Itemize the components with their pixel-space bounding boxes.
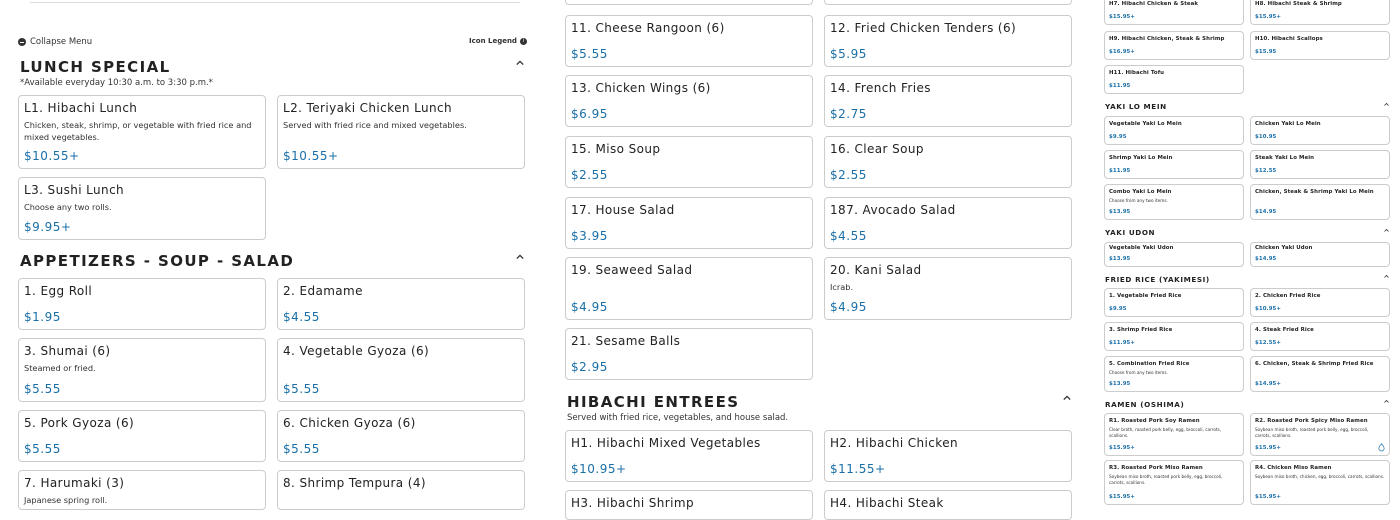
- menu-item-card[interactable]: [277, 410, 525, 462]
- right-column: [1100, 0, 1398, 500]
- menu-item-card[interactable]: [1250, 288, 1390, 317]
- item-name: 17. House Salad: [571, 203, 675, 217]
- item-name: 12. Fried Chicken Tenders (6): [830, 21, 1017, 35]
- chevron-up-icon[interactable]: [1384, 102, 1389, 107]
- item-name: 2. Chicken Fried Rice: [1255, 293, 1321, 299]
- item-name: H2. Hibachi Chicken: [830, 436, 958, 450]
- item-price: $15.95+: [1255, 494, 1282, 500]
- yaki-udon-title: YAKI UDON: [1105, 228, 1156, 237]
- item-description: Served with fried rice and mixed vegetables.: [283, 120, 467, 130]
- item-name: 3. Shrimp Fried Rice: [1109, 327, 1173, 333]
- menu-item-card[interactable]: [277, 470, 525, 510]
- ramen-title: RAMEN (OSHIMA): [1105, 400, 1185, 409]
- item-name: 20. Kani Salad: [830, 263, 922, 277]
- menu-item-card[interactable]: [565, 328, 813, 380]
- item-name: 16. Clear Soup: [830, 142, 924, 156]
- menu-item-card[interactable]: [1104, 31, 1244, 60]
- appetizers-title: APPETIZERS - SOUP - SALAD: [20, 252, 295, 270]
- item-name: H10. Hibachi Scallops: [1255, 36, 1323, 42]
- chevron-up-icon[interactable]: [1384, 274, 1389, 279]
- lunch-special-subtitle: *Available everyday 10:30 a.m. to 3:30 p.m.*: [20, 78, 213, 88]
- menu-item-card[interactable]: [1104, 65, 1244, 94]
- item-price: $2.55: [571, 168, 608, 182]
- item-price: $5.55: [571, 47, 608, 61]
- item-name: Steak Yaki Lo Mein: [1255, 155, 1315, 161]
- menu-item-card[interactable]: [1104, 150, 1244, 179]
- item-price: $13.95: [1109, 256, 1131, 262]
- item-price: $4.95: [571, 300, 608, 314]
- item-description: Chicken, steak, shrimp, or vegetable with fried rice and mixed vegetables.: [24, 120, 252, 142]
- item-price: $10.95+: [571, 462, 627, 476]
- top-strip: [30, 0, 520, 3]
- menu-item-card[interactable]: [565, 136, 813, 188]
- item-name: H8. Hibachi Steak & Shrimp: [1255, 1, 1342, 7]
- menu-item-card[interactable]: [1250, 356, 1390, 392]
- item-price: $13.95: [1109, 209, 1131, 215]
- item-description: Clear broth, roasted pork belly, egg, broccoli, carrots, scallions.: [1109, 427, 1222, 438]
- menu-item-card[interactable]: [824, 197, 1072, 249]
- item-price: $11.95: [1109, 168, 1131, 174]
- menu-item-card[interactable]: [1250, 184, 1390, 220]
- menu-item-card[interactable]: [1250, 116, 1390, 145]
- menu-item-card[interactable]: [1104, 460, 1244, 505]
- item-name: R2. Roasted Pork Spicy Miso Ramen: [1255, 418, 1368, 424]
- item-name: 1. Vegetable Fried Rice: [1109, 293, 1182, 299]
- item-name: 187. Avocado Salad: [830, 203, 956, 217]
- menu-item-card[interactable]: [565, 490, 813, 520]
- item-description: Choose from any two items.: [1109, 370, 1168, 375]
- item-name: Chicken Yaki Lo Mein: [1255, 121, 1321, 127]
- item-name: H9. Hibachi Chicken, Steak & Shrimp: [1109, 36, 1225, 42]
- item-price: $5.55: [283, 382, 320, 396]
- icon-legend-button[interactable]: [469, 36, 527, 46]
- fried-rice-title: FRIED RICE (YAKIMESI): [1105, 275, 1210, 284]
- item-price: $10.55+: [24, 149, 80, 163]
- menu-item-card[interactable]: [1250, 31, 1390, 60]
- item-price: $2.95: [571, 360, 608, 374]
- item-name: L1. Hibachi Lunch: [24, 101, 138, 115]
- collapse-icon: [18, 38, 26, 46]
- middle-column: [545, 0, 1085, 510]
- menu-item-card[interactable]: [1104, 242, 1244, 267]
- item-price: $2.75: [830, 107, 867, 121]
- menu-item-card[interactable]: [1104, 413, 1244, 456]
- item-name: 15. Miso Soup: [571, 142, 661, 156]
- item-name: R3. Roasted Pork Miso Ramen: [1109, 465, 1203, 471]
- menu-item-card[interactable]: [277, 338, 525, 402]
- item-price: $16.95+: [1109, 49, 1136, 55]
- item-price: $4.55: [283, 310, 320, 324]
- item-price: $6.95: [571, 107, 608, 121]
- item-name: Vegetable Yaki Lo Mein: [1109, 121, 1182, 127]
- item-price: $11.55+: [830, 462, 886, 476]
- item-name: 6. Chicken Gyoza (6): [283, 416, 416, 430]
- item-description: Icrab.: [830, 282, 854, 292]
- chevron-up-icon[interactable]: [1063, 394, 1071, 402]
- hibachi-entrees-subtitle: Served with fried rice, vegetables, and house salad.: [567, 413, 789, 423]
- menu-item-card[interactable]: [824, 0, 1072, 5]
- item-price: $5.95: [830, 47, 867, 61]
- menu-item-card[interactable]: [1104, 116, 1244, 145]
- chevron-up-icon[interactable]: [516, 253, 524, 261]
- item-name: 1. Egg Roll: [24, 284, 93, 298]
- item-price: $15.95+: [1109, 14, 1136, 20]
- item-price: $14.95: [1255, 256, 1277, 262]
- item-description: Soybean miso broth, chicken, egg, broccoli, carrots, scallions.: [1255, 474, 1385, 479]
- item-price: $4.55: [830, 229, 867, 243]
- menu-item-card[interactable]: [565, 430, 813, 482]
- menu-item-card[interactable]: [1104, 184, 1244, 220]
- menu-item-card[interactable]: [824, 15, 1072, 67]
- item-name: R1. Roasted Pork Soy Ramen: [1109, 418, 1200, 424]
- item-name: Vegetable Yaki Udon: [1109, 245, 1174, 251]
- left-column: [0, 0, 540, 505]
- item-name: 2. Edamame: [283, 284, 363, 298]
- menu-item-card[interactable]: [18, 177, 266, 240]
- item-name: H11. Hibachi Tofu: [1109, 70, 1165, 76]
- menu-item-card[interactable]: [1250, 150, 1390, 179]
- menu-item-card[interactable]: [18, 410, 266, 462]
- menu-item-card[interactable]: [1104, 356, 1244, 392]
- menu-item-card[interactable]: [824, 75, 1072, 127]
- item-name: 11. Cheese Rangoon (6): [571, 21, 725, 35]
- menu-item-card[interactable]: [18, 278, 266, 330]
- item-price: $14.95: [1255, 209, 1277, 215]
- menu-item-card[interactable]: [1250, 322, 1390, 351]
- menu-item-card[interactable]: [18, 470, 266, 510]
- item-price: $15.95: [1255, 49, 1277, 55]
- menu-item-card[interactable]: [565, 197, 813, 249]
- menu-item-card[interactable]: [1104, 322, 1244, 351]
- item-price: $3.95: [571, 229, 608, 243]
- menu-item-card[interactable]: [1250, 413, 1390, 456]
- item-price: $15.95+: [1255, 14, 1282, 20]
- menu-item-card[interactable]: [1104, 288, 1244, 317]
- chevron-up-icon[interactable]: [1384, 228, 1389, 233]
- item-name: R4. Chicken Miso Ramen: [1255, 465, 1332, 471]
- item-price: $5.55: [283, 442, 320, 456]
- item-name: 4. Steak Fried Rice: [1255, 327, 1314, 333]
- menu-item-card[interactable]: [1104, 0, 1244, 25]
- item-name: 7. Harumaki (3): [24, 476, 125, 490]
- item-price: $15.95+: [1109, 494, 1136, 500]
- yaki-lo-mein-title: YAKI LO MEIN: [1105, 102, 1167, 111]
- item-price: $15.95+: [1109, 445, 1136, 451]
- item-price: $12.55: [1255, 168, 1277, 174]
- item-name: Chicken Yaki Udon: [1255, 245, 1313, 251]
- item-name: 5. Combination Fried Rice: [1109, 361, 1190, 367]
- item-name: 8. Shrimp Tempura (4): [283, 476, 426, 490]
- menu-item-card[interactable]: [565, 75, 813, 127]
- item-name: H3. Hibachi Shrimp: [571, 496, 694, 510]
- item-price: $12.55+: [1255, 340, 1282, 346]
- info-icon: i: [520, 38, 527, 45]
- menu-item-card[interactable]: [18, 338, 266, 402]
- item-name: Chicken, Steak & Shrimp Yaki Lo Mein: [1255, 189, 1374, 195]
- item-price: $5.55: [24, 382, 61, 396]
- icon-legend-label: Icon Legend: [469, 37, 517, 45]
- item-name: Shrimp Yaki Lo Mein: [1109, 155, 1173, 161]
- item-name: 19. Seaweed Salad: [571, 263, 693, 277]
- chevron-up-icon[interactable]: [1384, 399, 1389, 404]
- collapse-menu-label: Collapse Menu: [30, 37, 93, 47]
- menu-item-card[interactable]: [18, 95, 266, 169]
- item-name: H4. Hibachi Steak: [830, 496, 944, 510]
- menu-item-card[interactable]: [824, 136, 1072, 188]
- item-price: $9.95: [1109, 134, 1127, 140]
- item-price: $11.95+: [1109, 340, 1136, 346]
- spicy-icon: [1378, 443, 1385, 451]
- menu-item-card[interactable]: [565, 257, 813, 320]
- item-description: Soybean miso broth, roasted pork belly, egg, broccoli, carrots, scallions.: [1255, 427, 1369, 438]
- item-name: Combo Yaki Lo Mein: [1109, 189, 1172, 195]
- menu-item-card[interactable]: [1250, 242, 1390, 267]
- menu-item-card[interactable]: [1250, 460, 1390, 505]
- menu-item-card[interactable]: [277, 278, 525, 330]
- item-price: $15.95+: [1255, 445, 1282, 451]
- item-price: $10.95+: [1255, 306, 1282, 312]
- menu-item-card[interactable]: [565, 0, 813, 5]
- item-name: 4. Vegetable Gyoza (6): [283, 344, 430, 358]
- item-description: Steamed or fried.: [24, 363, 96, 373]
- item-name: 21. Sesame Balls: [571, 334, 681, 348]
- item-price: $9.95: [1109, 306, 1127, 312]
- item-description: Choose from any two items.: [1109, 198, 1168, 203]
- item-price: $2.55: [830, 168, 867, 182]
- item-name: 5. Pork Gyoza (6): [24, 416, 135, 430]
- item-name: 3. Shumai (6): [24, 344, 111, 358]
- item-price: $4.95: [830, 300, 867, 314]
- collapse-menu-button[interactable]: [18, 36, 92, 48]
- menu-item-card[interactable]: [824, 490, 1072, 520]
- item-description: Choose any two rolls.: [24, 202, 112, 212]
- item-name: 14. French Fries: [830, 81, 931, 95]
- item-price: $5.55: [24, 442, 61, 456]
- item-price: $1.95: [24, 310, 61, 324]
- item-price: $11.95: [1109, 83, 1131, 89]
- item-name: 6. Chicken, Steak & Shrimp Fried Rice: [1255, 361, 1374, 367]
- item-price: $9.95+: [24, 220, 72, 234]
- item-name: L2. Teriyaki Chicken Lunch: [283, 101, 452, 115]
- item-name: H7. Hibachi Chicken & Steak: [1109, 1, 1199, 7]
- menu-item-card[interactable]: [277, 95, 525, 169]
- menu-item-card[interactable]: [824, 257, 1072, 320]
- item-price: $10.95: [1255, 134, 1277, 140]
- item-name: H1. Hibachi Mixed Vegetables: [571, 436, 761, 450]
- lunch-special-title: LUNCH SPECIAL: [20, 58, 171, 76]
- item-description: Japanese spring roll.: [24, 495, 108, 505]
- item-name: 13. Chicken Wings (6): [571, 81, 711, 95]
- menu-item-card[interactable]: [565, 15, 813, 67]
- item-name: L3. Sushi Lunch: [24, 183, 125, 197]
- chevron-up-icon[interactable]: [516, 59, 524, 67]
- hibachi-entrees-title: HIBACHI ENTREES: [567, 393, 740, 411]
- item-price: $14.95+: [1255, 381, 1282, 387]
- item-price: $13.95: [1109, 381, 1131, 387]
- menu-item-card[interactable]: [1250, 0, 1390, 25]
- menu-item-card[interactable]: [824, 430, 1072, 482]
- item-price: $10.55+: [283, 149, 339, 163]
- item-description: Soybean miso broth, roasted pork belly, egg, broccoli, carrots, scallions.: [1109, 474, 1223, 485]
